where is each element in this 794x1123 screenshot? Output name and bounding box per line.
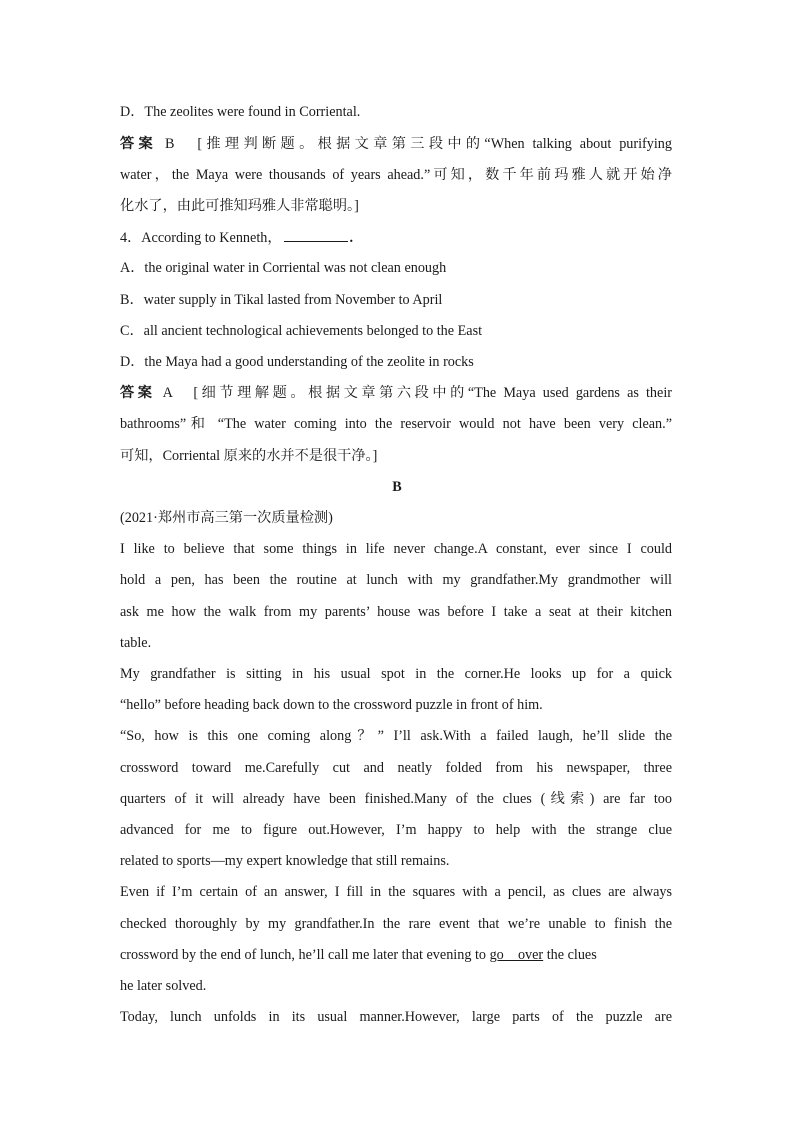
q4-stem	[120, 227, 672, 248]
section-heading: B	[392, 479, 402, 495]
passage-line: I like to believe that some things in life never change.A constant, ever since I could	[120, 541, 672, 557]
q4-answer-line-2: bathrooms”和 “The water coming into the reservoir would not have been very clean.”	[120, 416, 672, 432]
q4-stem-text: 4．According to Kenneth，	[120, 230, 282, 246]
passage-line: quarters of it will already have been finished.Many of the clues (线索) are far too	[120, 791, 672, 807]
q4-stem-end: .	[349, 230, 354, 246]
passage-text: crossword by the end of lunch, he’ll call me later that evening to	[120, 947, 487, 963]
answer-text: B [推理判断题。根据文章第三段中的“When talking about purifying	[164, 136, 672, 152]
q4-option-d: D．the Maya had a good understanding of the zeolite in rocks	[120, 354, 474, 370]
passage-line: ask me how the walk from my parents’ house was before I take a seat at their kitchen	[120, 604, 672, 620]
passage-line: hold a pen, has been the routine at lunch with my grandfather.My grandmother will	[120, 572, 672, 588]
q3-answer-line-1	[120, 134, 672, 154]
q4-answer-line-3: 可知，Corriental 原来的水并不是很干净。]	[120, 448, 378, 464]
passage-line: related to sports—my expert knowledge that still remains.	[120, 853, 450, 869]
passage-line: Today, lunch unfolds in its usual manner.However, large parts of the puzzle are	[120, 1009, 672, 1025]
passage-line: “So, how is this one coming along？” I’ll ask.With a failed laugh, he’ll slide the	[120, 728, 672, 744]
answer-label: 答案	[120, 136, 158, 152]
passage-line: Even if I’m certain of an answer, I fill in the squares with a pencil, as clues are always	[120, 884, 672, 900]
q4-option-a: A．the original water in Corriental was not clean enough	[120, 260, 447, 276]
answer-text: A [细节理解题。根据文章第六段中的“The Maya used gardens as their	[162, 385, 672, 401]
passage-line: advanced for me to figure out.However, I’m happy to help with the strange clue	[120, 822, 672, 838]
passage-source: (2021·郑州市高三第一次质量检测)	[120, 510, 333, 526]
answer-label: 答案	[120, 385, 156, 401]
passage-line: table.	[120, 635, 152, 651]
passage-line: he later solved.	[120, 978, 207, 994]
q3-option-d: D．The zeolites were found in Corriental.	[120, 104, 361, 120]
underlined-phrase: go over	[489, 947, 544, 963]
passage-line	[120, 945, 672, 965]
q3-answer-line-3: 化水了，由此可推知玛雅人非常聪明。]	[120, 198, 359, 214]
q4-option-c: C．all ancient technological achievements belonged to the East	[120, 323, 483, 339]
passage-line: “hello” before heading back down to the crossword puzzle in front of him.	[120, 697, 543, 713]
q4-answer-line-1	[120, 383, 672, 403]
passage-text: the clues	[546, 947, 597, 963]
q4-option-b: B．water supply in Tikal lasted from November to April	[120, 292, 443, 308]
q3-answer-line-2: water，the Maya were thousands of years ahead.”可知，数千年前玛雅人就开始净	[120, 167, 672, 183]
passage-line: crossword toward me.Carefully cut and neatly folded from his newspaper, three	[120, 760, 672, 776]
answer-blank	[284, 227, 348, 242]
passage-line: checked thoroughly by my grandfather.In the rare event that we’re unable to finish the	[120, 916, 672, 932]
passage-line: My grandfather is sitting in his usual spot in the corner.He looks up for a quick	[120, 666, 672, 682]
